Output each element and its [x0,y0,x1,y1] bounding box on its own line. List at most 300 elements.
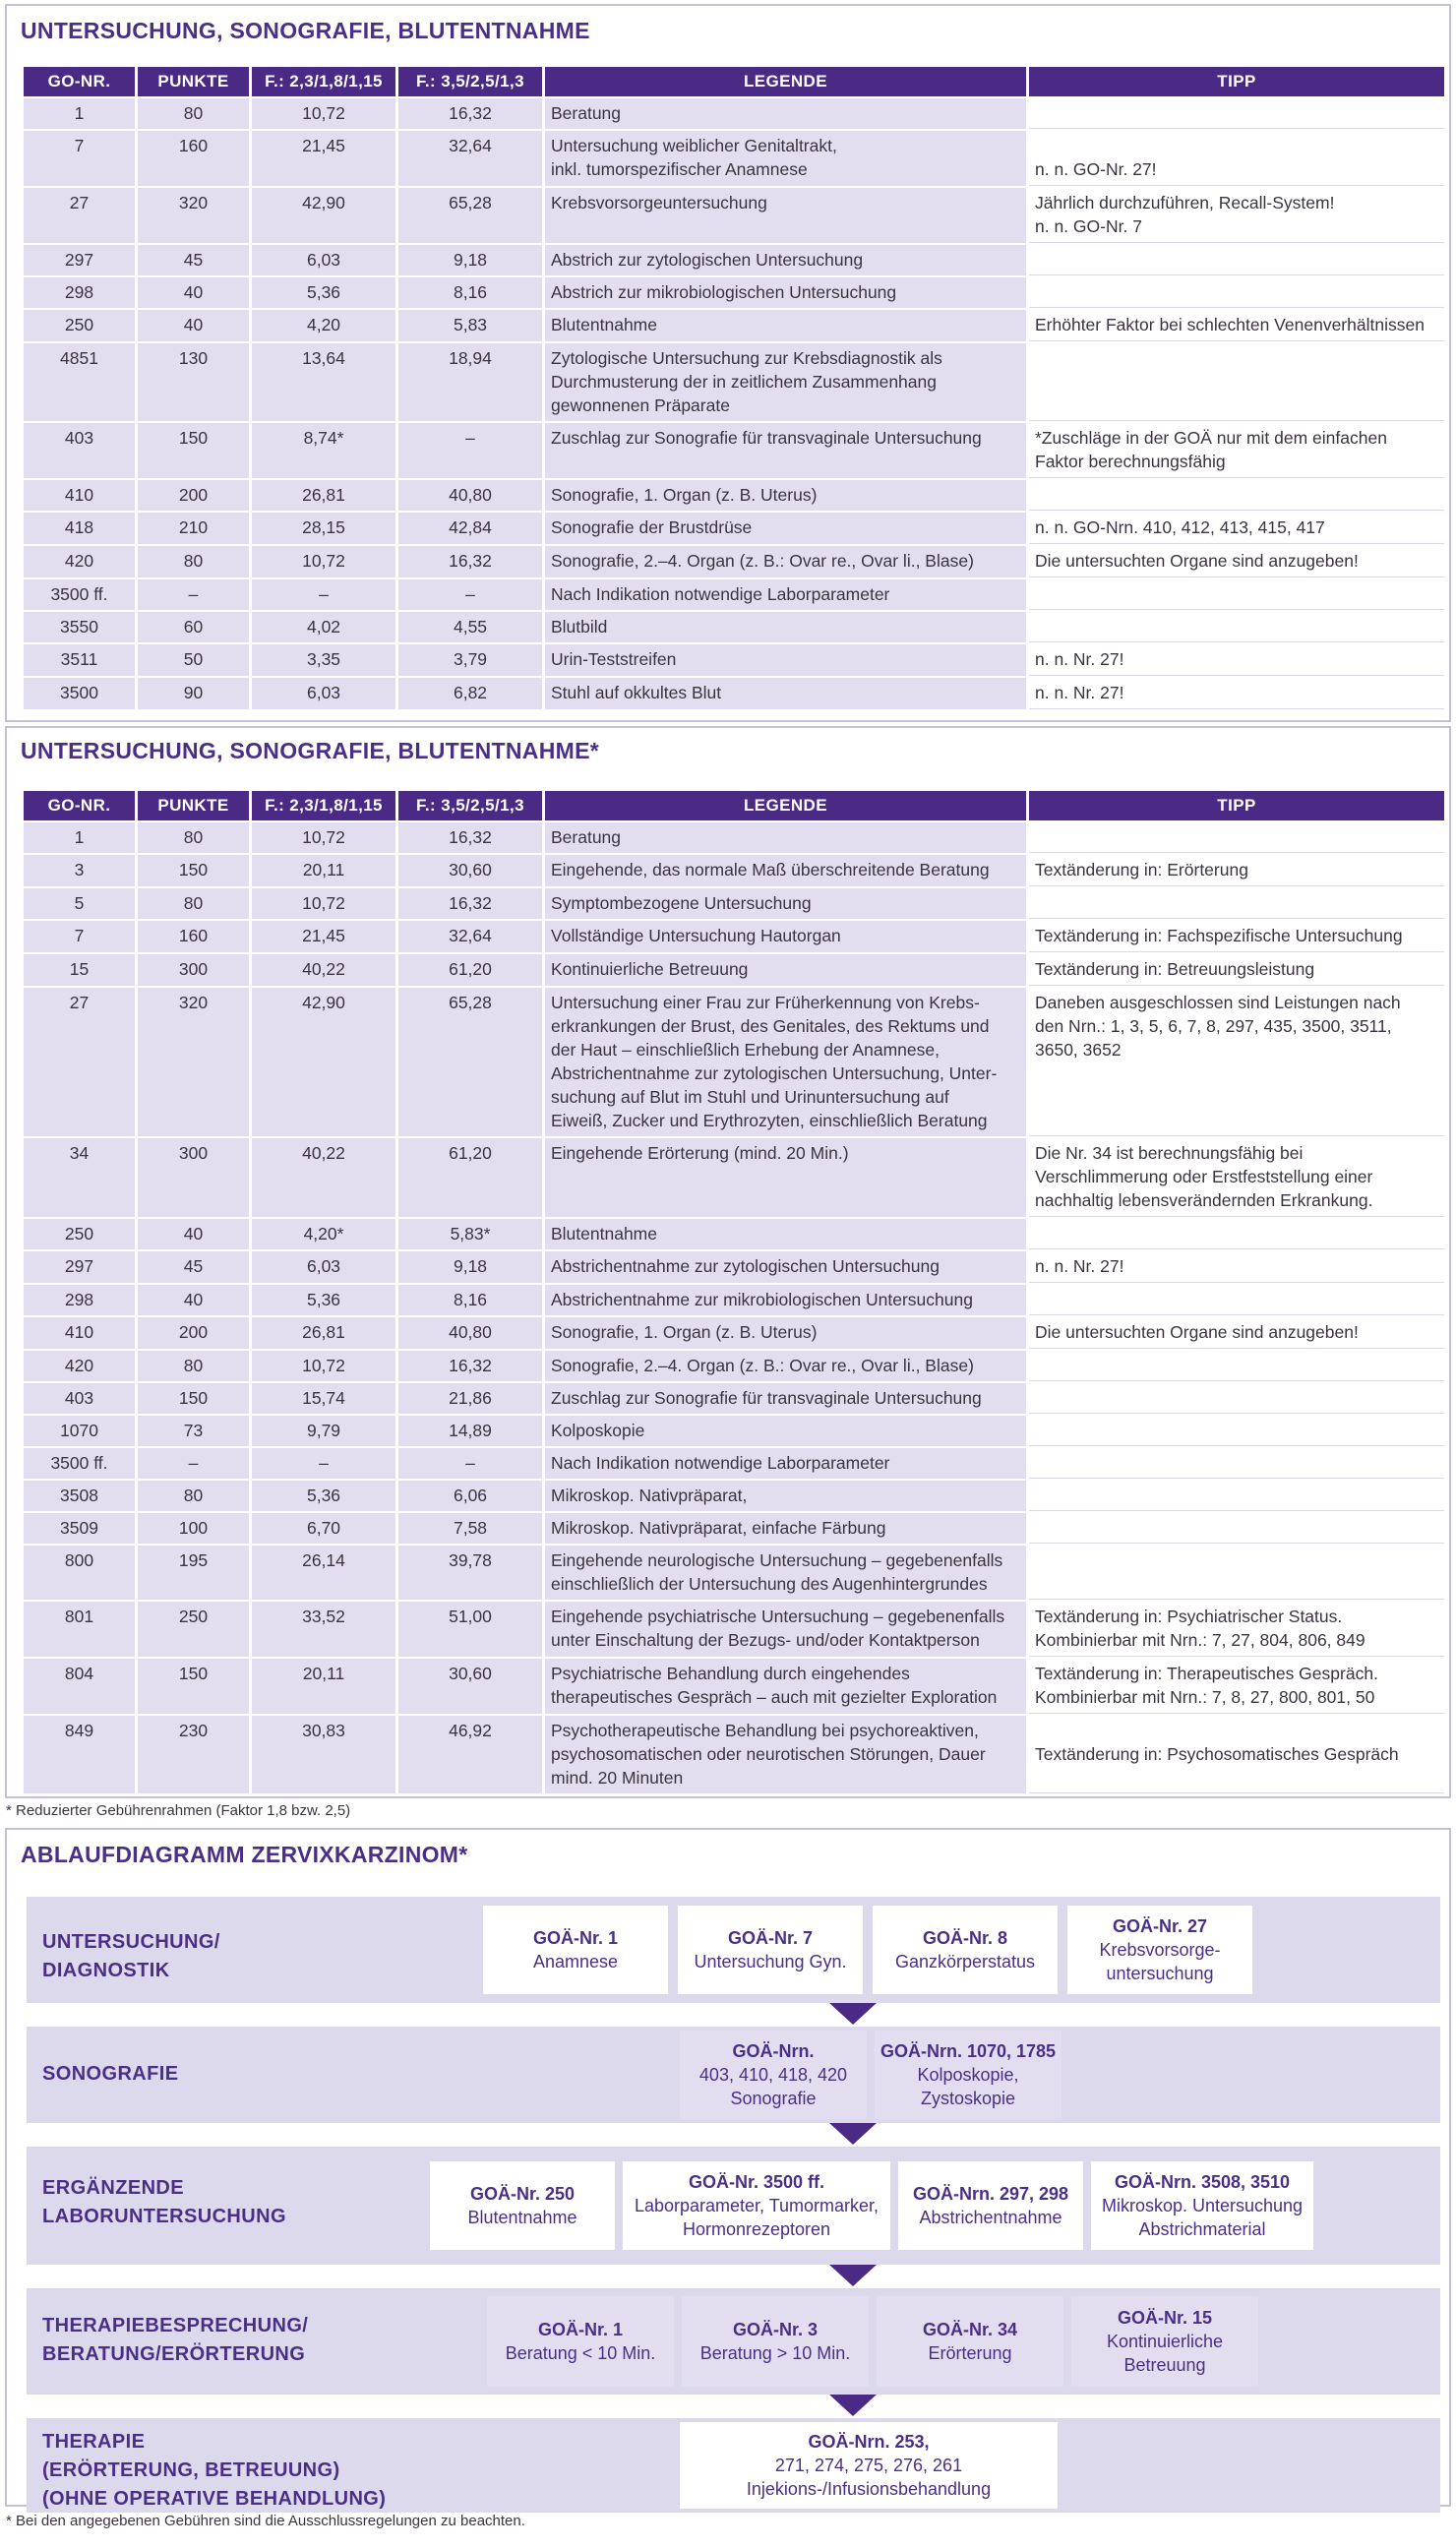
tipp-cell [1029,579,1444,610]
factor-low-cell: 5,36 [252,277,395,308]
flow-box-code: GOÄ-Nr. 3500 ff. [688,2172,825,2192]
tipp-cell [1029,1351,1444,1381]
factor-low-cell: 10,72 [252,822,395,853]
factor-high-cell: 32,64 [398,921,542,952]
punkte-cell: 100 [138,1513,249,1544]
flow-box [430,2161,615,2250]
flow-band [27,1897,1440,2003]
go-nr-cell: 3509 [24,1513,135,1544]
table2-title: UNTERSUCHUNG, SONOGRAFIE, BLUTENTNAHME* [21,738,599,763]
factor-high-cell: 32,64 [398,131,542,186]
punkte-cell: 160 [138,921,249,952]
flow-section [5,1828,1451,2510]
column-header: GO-NR. [24,67,135,96]
factor-high-cell: 42,84 [398,513,542,544]
go-nr-cell: 3500 [24,678,135,709]
table-row [24,1285,1444,1315]
go-nr-cell: 27 [24,188,135,243]
legende-cell: Symptombezogene Untersuchung [545,888,1026,919]
table-row [24,1383,1444,1414]
tipp-cell: Textänderung in: Therapeutisches Gespräch. Kombinierbar mit Nrn.: 7, 8, 27, 800, 801, 50 [1029,1659,1444,1714]
factor-low-cell: 21,45 [252,921,395,952]
flow-band-label: SONOGRAFIE [42,2063,179,2085]
legende-cell: Abstrichentnahme zur mikrobiologischen Untersuchung [545,1285,1026,1315]
legende-cell: Psychiatrische Behandlung durch eingehendes therapeutisches Gespräch – auch mit gezielter Exploration [545,1659,1026,1714]
factor-high-cell: – [398,1448,542,1479]
flow-box-code: GOÄ-Nrn. 1070, 1785 [880,2041,1057,2061]
table-row [24,1513,1444,1544]
table-row [24,310,1444,341]
legende-cell: Krebsvorsorgeuntersuchung [545,188,1026,243]
factor-high-cell: 6,82 [398,678,542,709]
punkte-cell: 200 [138,480,249,511]
flow-box [1071,2296,1258,2387]
table-row [24,1351,1444,1381]
legende-cell: Eingehende Erörterung (mind. 20 Min.) [545,1138,1026,1217]
tipp-cell [1029,98,1444,129]
table-row [24,954,1444,986]
factor-high-cell: 8,16 [398,277,542,308]
flow-box-code: GOÄ-Nr. 250 [469,2184,576,2204]
legende-cell: Sonografie, 2.–4. Organ (z. B.: Ovar re., Ovar li., Blase) [545,546,1026,577]
flow-box [483,1906,668,1994]
table-row [24,678,1444,709]
table-row [24,131,1444,186]
footnote-exclusion: * Bei den angegebenen Gebühren sind die Ausschlussregelungen zu beachten. [6,2513,525,2529]
table-row [24,277,1444,308]
factor-low-cell: 8,74* [252,423,395,478]
tipp-cell: Daneben ausgeschlossen sind Leistungen nach den Nrn.: 1, 3, 5, 6, 7, 8, 297, 435, 3500, 3511, 3650, 3652 [1029,988,1444,1136]
factor-low-cell: 26,81 [252,1317,395,1349]
legende-cell: Blutentnahme [545,310,1026,341]
punkte-cell: 40 [138,1219,249,1249]
flow-box [877,2296,1063,2387]
flow-box-desc: Krebsvorsorge- untersuchung [1099,1940,1221,1983]
flow-box-desc: Laborparameter, Tumormarker, Hormonrezeptoren [634,2196,880,2239]
factor-high-cell: – [398,579,542,610]
flow-box-desc: Untersuchung Gyn. [694,1952,847,1972]
punkte-cell: 80 [138,98,249,129]
factor-high-cell: 3,79 [398,644,542,676]
flow-band-label: THERAPIE (ERÖRTERUNG, BETREUUNG) (OHNE OPERATIVE BEHANDLUNG) [42,2431,387,2510]
factor-high-cell: 4,55 [398,612,542,642]
legende-cell: Kolposkopie [545,1416,1026,1446]
punkte-cell: 80 [138,888,249,919]
go-nr-cell: 27 [24,988,135,1136]
flow-arrow-icon [829,2003,877,2025]
flow-box-code: GOÄ-Nr. 7 [727,1928,814,1948]
table-row [24,513,1444,544]
punkte-cell: 40 [138,1285,249,1315]
tipp-cell: Die untersuchten Organe sind anzugeben! [1029,546,1444,577]
table-row [24,423,1444,478]
factor-high-cell: 6,06 [398,1481,542,1511]
punkte-cell: 60 [138,612,249,642]
table1-section [5,4,1451,722]
flow-box-code: GOÄ-Nr. 1 [532,1928,619,1948]
punkte-cell: 210 [138,513,249,544]
column-header: F.: 3,5/2,5/1,3 [398,791,542,820]
tipp-cell [1029,1513,1444,1544]
flow-box-desc: Mikroskop. Untersuchung Abstrichmaterial [1101,2196,1304,2239]
flow-box [487,2296,674,2387]
table-row [24,1546,1444,1600]
factor-high-cell: 21,86 [398,1383,542,1414]
tipp-cell: Textänderung in: Psychosomatisches Gespräch [1029,1716,1444,1793]
go-nr-cell: 410 [24,480,135,511]
table-row [24,546,1444,577]
factor-high-cell: 18,94 [398,343,542,421]
factor-high-cell: 46,92 [398,1716,542,1793]
tipp-cell [1029,245,1444,275]
legende-cell: Blutentnahme [545,1219,1026,1249]
legende-cell: Untersuchung weiblicher Genitaltrakt, inkl. tumorspezifischer Anamnese [545,131,1026,186]
tipp-cell: *Zuschläge in der GOÄ nur mit dem einfachen Faktor berechnungsfähig [1029,423,1444,478]
punkte-cell: 320 [138,188,249,243]
legende-cell: Nach Indikation notwendige Laborparameter [545,579,1026,610]
go-nr-cell: 15 [24,954,135,986]
factor-low-cell: 6,03 [252,1251,395,1283]
table-row [24,1448,1444,1479]
table-row [24,1317,1444,1349]
legende-cell: Vollständige Untersuchung Hautorgan [545,921,1026,952]
column-header: F.: 2,3/1,8/1,15 [252,791,395,820]
factor-high-cell: 16,32 [398,888,542,919]
flow-box-desc: Erörterung [928,2343,1012,2363]
legende-cell: Abstrich zur mikrobiologischen Untersuchung [545,277,1026,308]
flow-box [1091,2161,1313,2250]
factor-low-cell: 3,35 [252,644,395,676]
tipp-cell: Erhöhter Faktor bei schlechten Venenverhältnissen [1029,310,1444,341]
tipp-cell: Jährlich durchzuführen, Recall-System! n. n. GO-Nr. 7 [1029,188,1444,243]
factor-high-cell: 61,20 [398,1138,542,1217]
table-row [24,1481,1444,1511]
column-header: LEGENDE [545,67,1026,96]
go-nr-cell: 250 [24,1219,135,1249]
punkte-cell: 80 [138,1351,249,1381]
go-nr-cell: 800 [24,1546,135,1600]
factor-high-cell: 65,28 [398,188,542,243]
go-nr-cell: 1 [24,822,135,853]
punkte-cell: 45 [138,1251,249,1283]
table-row [24,612,1444,642]
table-row [24,1251,1444,1283]
factor-high-cell: 14,89 [398,1416,542,1446]
punkte-cell: 150 [138,1383,249,1414]
table-row [24,579,1444,610]
factor-low-cell: 4,20 [252,310,395,341]
flow-box [898,2161,1083,2250]
legende-cell: Beratung [545,822,1026,853]
factor-high-cell: 16,32 [398,546,542,577]
tipp-cell: Textänderung in: Psychiatrischer Status. Kombinierbar mit Nrn.: 7, 27, 804, 806, 849 [1029,1602,1444,1657]
table1 [21,65,1447,711]
flow-box-code: GOÄ-Nr. 1 [537,2320,624,2339]
punkte-cell: 150 [138,1659,249,1714]
factor-low-cell: 6,70 [252,1513,395,1544]
punkte-cell: 73 [138,1416,249,1446]
flow-box-desc: Anamnese [532,1952,619,1972]
table-row [24,1416,1444,1446]
legende-cell: Eingehende neurologische Untersuchung – gegebenenfalls einschließlich der Untersuchung des Augenhintergrundes [545,1546,1026,1600]
flow-box-code: GOÄ-Nr. 34 [922,2320,1018,2339]
table-row [24,988,1444,1136]
flow-band-label: THERAPIEBESPRECHUNG/ BERATUNG/ERÖRTERUNG [42,2315,309,2365]
go-nr-cell: 7 [24,921,135,952]
tipp-cell [1029,1448,1444,1479]
flow-box-code: GOÄ-Nrn. 297, 298 [912,2184,1069,2204]
factor-low-cell: 28,15 [252,513,395,544]
factor-low-cell: 4,02 [252,612,395,642]
go-nr-cell: 801 [24,1602,135,1657]
factor-high-cell: 40,80 [398,480,542,511]
go-nr-cell: 7 [24,131,135,186]
factor-high-cell: 61,20 [398,954,542,986]
table-row [24,1602,1444,1657]
legende-cell: Sonografie der Brustdrüse [545,513,1026,544]
legende-cell: Eingehende, das normale Maß überschreitende Beratung [545,855,1026,886]
flow-box-code: GOÄ-Nr. 8 [922,1928,1008,1948]
factor-low-cell: 42,90 [252,988,395,1136]
tipp-cell: Die Nr. 34 ist berechnungsfähig bei Verschlimmerung oder Erstfeststellung einer nachhaltig lebensverändernden Erkrankung. [1029,1138,1444,1217]
table-row [24,921,1444,952]
factor-low-cell: – [252,1448,395,1479]
legende-cell: Untersuchung einer Frau zur Früherkennung von Krebs- erkrankungen der Brust, des Genitales, des Rektums und der Haut – einschließlich Erhebung der Anamnese, Abstrichentnahme zur zytologischen Untersuchung, Unter- suchung auf Blut im Stuhl und Urinuntersuchung auf Eiweiß, Zucker und Erythrozyten, einschließlich Beratung [545,988,1026,1136]
legende-cell: Mikroskop. Nativpräparat, [545,1481,1026,1511]
table2-section [5,726,1451,1798]
punkte-cell: 300 [138,1138,249,1217]
factor-low-cell: – [252,579,395,610]
go-nr-cell: 403 [24,1383,135,1414]
go-nr-cell: 1070 [24,1416,135,1446]
legende-cell: Sonografie, 1. Organ (z. B. Uterus) [545,1317,1026,1349]
table-row [24,1716,1444,1793]
tipp-cell [1029,1285,1444,1315]
table-row [24,1138,1444,1217]
go-nr-cell: 849 [24,1716,135,1793]
punkte-cell: 90 [138,678,249,709]
go-nr-cell: 298 [24,1285,135,1315]
go-nr-cell: 3500 ff. [24,1448,135,1479]
footnote-reduced: * Reduzierter Gebührenrahmen (Faktor 1,8 bzw. 2,5) [6,1802,351,1819]
legende-cell: Psychotherapeutische Behandlung bei psychoreaktiven, psychosomatischen oder neurotischen Störungen, Dauer mind. 20 Minuten [545,1716,1026,1793]
factor-low-cell: 40,22 [252,1138,395,1217]
go-nr-cell: 420 [24,1351,135,1381]
factor-low-cell: 30,83 [252,1716,395,1793]
tipp-cell [1029,1383,1444,1414]
go-nr-cell: 297 [24,1251,135,1283]
factor-high-cell: 9,18 [398,245,542,275]
column-header: F.: 3,5/2,5/1,3 [398,67,542,96]
flow-arrow-icon [829,2265,877,2286]
tipp-cell: Textänderung in: Fachspezifische Untersuchung [1029,921,1444,952]
go-nr-cell: 420 [24,546,135,577]
go-nr-cell: 1 [24,98,135,129]
punkte-cell: 200 [138,1317,249,1349]
punkte-cell: 150 [138,855,249,886]
tipp-cell [1029,1546,1444,1600]
flow-box [623,2161,890,2250]
go-nr-cell: 3511 [24,644,135,676]
go-nr-cell: 410 [24,1317,135,1349]
legende-cell: Sonografie, 2.–4. Organ (z. B.: Ovar re., Ovar li., Blase) [545,1351,1026,1381]
flow-band-label: ERGÄNZENDE LABORUNTERSUCHUNG [42,2177,286,2227]
table-row [24,644,1444,676]
factor-high-cell: – [398,423,542,478]
flow-box-desc: 271, 274, 275, 276, 261 Injekions-/Infusionsbehandlung [746,2456,992,2499]
column-header: PUNKTE [138,791,249,820]
factor-low-cell: 33,52 [252,1602,395,1657]
legende-cell: Zuschlag zur Sonografie für transvaginale Untersuchung [545,423,1026,478]
go-nr-cell: 418 [24,513,135,544]
go-nr-cell: 3508 [24,1481,135,1511]
tipp-cell: n. n. GO-Nrn. 410, 412, 413, 415, 417 [1029,513,1444,544]
punkte-cell: 40 [138,277,249,308]
go-nr-cell: 250 [24,310,135,341]
tipp-cell [1029,1416,1444,1446]
factor-high-cell: 7,58 [398,1513,542,1544]
legende-cell: Stuhl auf okkultes Blut [545,678,1026,709]
flow-title: ABLAUFDIAGRAMM ZERVIXKARZINOM* [21,1842,468,1867]
factor-high-cell: 16,32 [398,1351,542,1381]
punkte-cell: 195 [138,1546,249,1600]
tipp-cell: Die untersuchten Organe sind anzugeben! [1029,1317,1444,1349]
flow-box [680,2031,867,2119]
flow-band [27,2418,1440,2513]
flow-arrow-icon [829,2123,877,2145]
legende-cell: Zuschlag zur Sonografie für transvaginale Untersuchung [545,1383,1026,1414]
go-nr-cell: 3550 [24,612,135,642]
factor-low-cell: 15,74 [252,1383,395,1414]
go-nr-cell: 3500 ff. [24,579,135,610]
flow-box [875,2031,1062,2119]
column-header: LEGENDE [545,791,1026,820]
go-nr-cell: 3 [24,855,135,886]
punkte-cell: 80 [138,1481,249,1511]
table-row [24,1219,1444,1249]
legende-cell: Sonografie, 1. Organ (z. B. Uterus) [545,480,1026,511]
legende-cell: Kontinuierliche Betreuung [545,954,1026,986]
tipp-cell: n. n. Nr. 27! [1029,644,1444,676]
flow-box-code: GOÄ-Nr. 3 [732,2320,819,2339]
flow-box-code: GOÄ-Nr. 27 [1112,1916,1208,1936]
tipp-cell [1029,343,1444,421]
factor-high-cell: 40,80 [398,1317,542,1349]
legende-cell: Mikroskop. Nativpräparat, einfache Färbung [545,1513,1026,1544]
legende-cell: Abstrichentnahme zur zytologischen Untersuchung [545,1251,1026,1283]
factor-low-cell: 21,45 [252,131,395,186]
flow-box-code: GOÄ-Nrn. 3508, 3510 [1114,2172,1291,2192]
legende-cell: Blutbild [545,612,1026,642]
factor-high-cell: 5,83* [398,1219,542,1249]
go-nr-cell: 34 [24,1138,135,1217]
factor-low-cell: 20,11 [252,1659,395,1714]
flow-band [27,2027,1440,2123]
factor-low-cell: 10,72 [252,888,395,919]
factor-high-cell: 65,28 [398,988,542,1136]
tipp-cell [1029,612,1444,642]
factor-high-cell: 5,83 [398,310,542,341]
punkte-cell: 45 [138,245,249,275]
punkte-cell: 80 [138,546,249,577]
punkte-cell: 50 [138,644,249,676]
tipp-cell: Textänderung in: Betreuungsleistung [1029,954,1444,986]
go-nr-cell: 804 [24,1659,135,1714]
factor-low-cell: 10,72 [252,1351,395,1381]
factor-low-cell: 26,81 [252,480,395,511]
table1-title: UNTERSUCHUNG, SONOGRAFIE, BLUTENTNAHME [21,18,590,43]
flow-box-desc: Blutentnahme [467,2208,577,2227]
punkte-cell: 250 [138,1602,249,1657]
punkte-cell: 300 [138,954,249,986]
flow-box [873,1906,1058,1994]
go-nr-cell: 298 [24,277,135,308]
factor-low-cell: 10,72 [252,98,395,129]
flow-box [682,2296,869,2387]
punkte-cell: 80 [138,822,249,853]
factor-high-cell: 16,32 [398,98,542,129]
legende-cell: Eingehende psychiatrische Untersuchung – gegebenenfalls unter Einschaltung der Bezugs- und/oder Kontaktperson [545,1602,1026,1657]
flow-box-code: GOÄ-Nrn. 253, [808,2432,930,2452]
legende-cell: Urin-Teststreifen [545,644,1026,676]
factor-high-cell: 51,00 [398,1602,542,1657]
factor-low-cell: 6,03 [252,678,395,709]
flow-arrow-icon [829,2395,877,2416]
legende-cell: Abstrich zur zytologischen Untersuchung [545,245,1026,275]
flow-box-desc: Ganzkörperstatus [894,1952,1036,1972]
factor-high-cell: 8,16 [398,1285,542,1315]
table-row [24,188,1444,243]
column-header: F.: 2,3/1,8/1,15 [252,67,395,96]
factor-low-cell: 6,03 [252,245,395,275]
tipp-cell [1029,480,1444,511]
table-row [24,888,1444,919]
factor-low-cell: 13,64 [252,343,395,421]
punkte-cell: 130 [138,343,249,421]
flow-box-code: GOÄ-Nr. 15 [1117,2308,1213,2328]
flow-box [678,1906,863,1994]
punkte-cell: 320 [138,988,249,1136]
factor-low-cell: 10,72 [252,546,395,577]
factor-high-cell: 39,78 [398,1546,542,1600]
flow-box-desc: 403, 410, 418, 420 Sonografie [698,2065,848,2108]
table2 [21,789,1447,1795]
table-row [24,855,1444,886]
tipp-cell: n. n. Nr. 27! [1029,1251,1444,1283]
legende-cell: Zytologische Untersuchung zur Krebsdiagnostik als Durchmusterung der in zeitlichem Zusammenhang gewonnenen Präparate [545,343,1026,421]
table-row [24,245,1444,275]
flow-box-desc: Beratung < 10 Min. [505,2343,656,2363]
legende-cell: Nach Indikation notwendige Laborparameter [545,1448,1026,1479]
factor-low-cell: 40,22 [252,954,395,986]
flow-band [27,2147,1440,2265]
table-row [24,98,1444,129]
tipp-cell: Textänderung in: Erörterung [1029,855,1444,886]
column-header: PUNKTE [138,67,249,96]
go-nr-cell: 5 [24,888,135,919]
punkte-cell: – [138,579,249,610]
table-row [24,480,1444,511]
column-header: TIPP [1029,67,1444,96]
factor-low-cell: 4,20* [252,1219,395,1249]
punkte-cell: – [138,1448,249,1479]
legende-cell: Beratung [545,98,1026,129]
tipp-cell: n. n. Nr. 27! [1029,678,1444,709]
flow-box-desc: Kolposkopie, Zystoskopie [917,2065,1019,2108]
factor-high-cell: 30,60 [398,1659,542,1714]
flow-box [680,2422,1058,2509]
punkte-cell: 160 [138,131,249,186]
